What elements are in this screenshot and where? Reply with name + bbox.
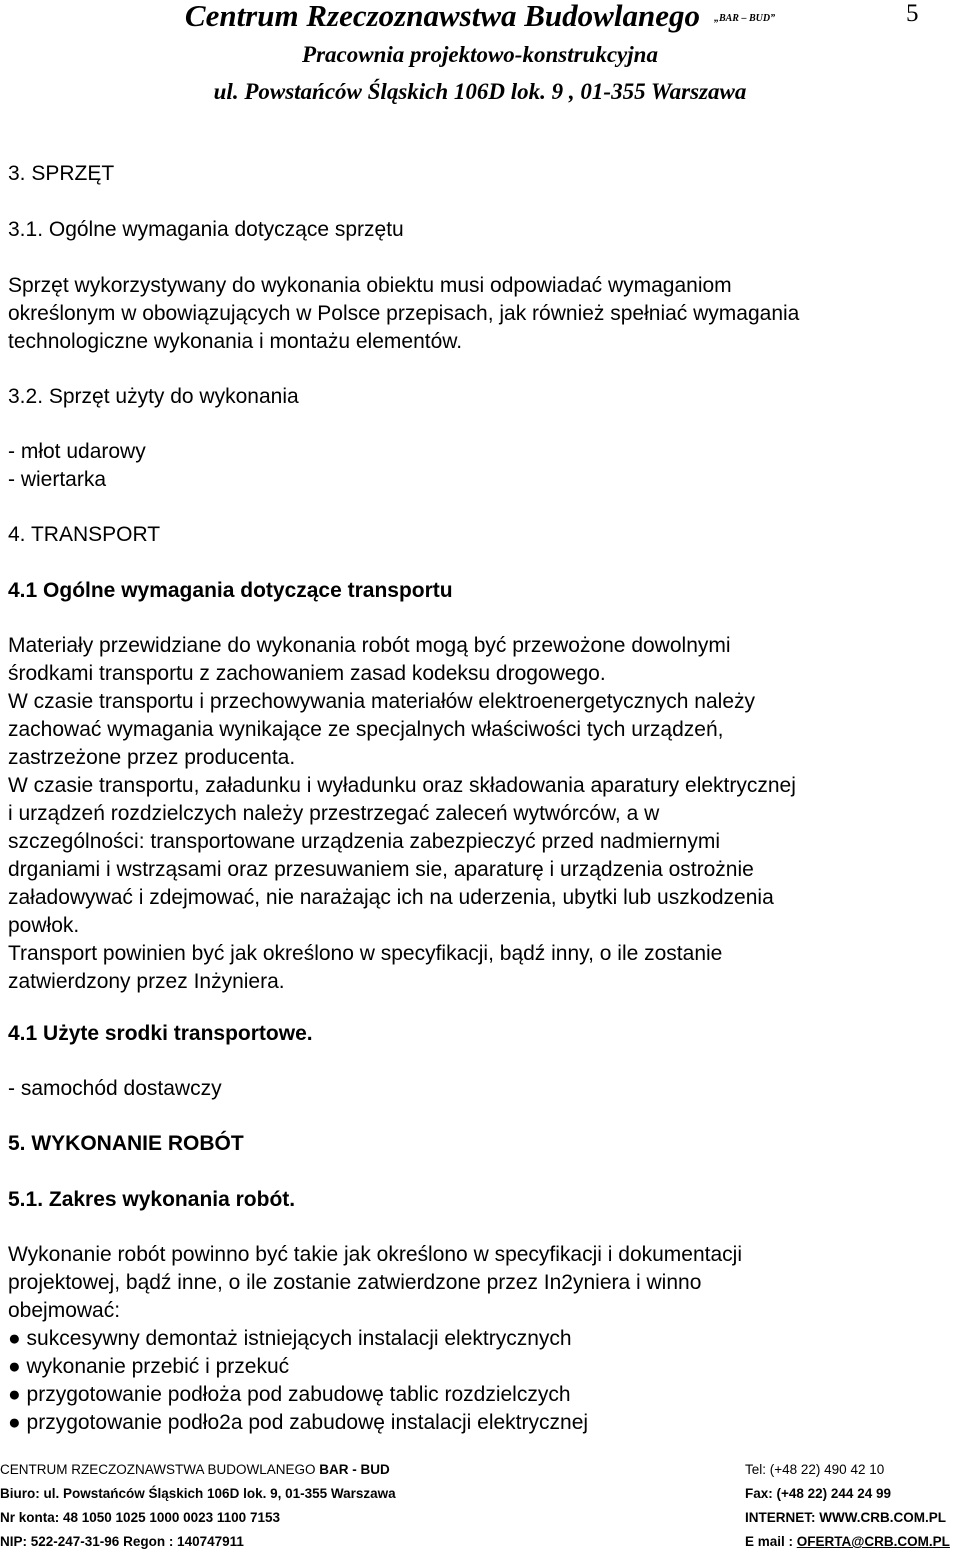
footer-website[interactable]: INTERNET: WWW.CRB.COM.PL <box>745 1510 946 1525</box>
footer-email-label: E mail : <box>745 1534 797 1549</box>
paragraph-line: W czasie transportu i przechowywania materiałów elektroenergetycznych należy <box>8 690 755 713</box>
footer-email-link[interactable]: OFERTA@CRB.COM.PL <box>796 1534 950 1549</box>
footer-bank-account: Nr konta: 48 1050 1025 1000 0023 1100 7153 <box>0 1510 280 1525</box>
company-address: ul. Powstańców Śląskich 106D lok. 9 , 01-355 Warszawa <box>213 79 747 104</box>
paragraph-line: szczególności: transportowane urządzenia zabezpieczyć przed nadmiernymi <box>8 830 721 853</box>
section-3-2-heading: 3.2. Sprzęt użyty do wykonania <box>8 385 299 408</box>
equipment-list <box>8 438 952 494</box>
section-4-1-heading: 4.1 Ogólne wymagania dotyczące transportu <box>8 579 453 602</box>
paragraph-line: technologiczne wykonania i montażu elementów. <box>8 330 463 353</box>
footer-company <box>0 1462 390 1477</box>
bullet-item: ● przygotowanie podłoża pod zabudowę tablic rozdzielczych <box>8 1383 571 1406</box>
paragraph-line: Materiały przewidziane do wykonania robót mogą być przewożone dowolnymi <box>8 634 731 657</box>
company-logo: „BAR – BUD” <box>713 13 776 24</box>
section-4-heading: 4. TRANSPORT <box>8 523 161 546</box>
list-item: - wiertarka <box>8 468 107 491</box>
paragraph-line: Wykonanie robót powinno być takie jak określono w specyfikacji i dokumentacji <box>8 1243 743 1266</box>
section-4-1-transport-heading: 4.1 Użyte srodki transportowe. <box>8 1022 313 1045</box>
section-4-1-paragraph <box>8 632 952 996</box>
paragraph-line: powłok. <box>8 914 80 937</box>
bullet-item: ● wykonanie przebić i przekuć <box>8 1355 290 1378</box>
paragraph-line: drganiami i wstrząsami oraz przesuwaniem sie, aparaturę i urządzenia ostrożnie <box>8 858 754 881</box>
list-item: - młot udarowy <box>8 440 146 463</box>
company-name <box>0 0 960 34</box>
paragraph-line: środkami transportu z zachowaniem zasad kodeksu drogowego. <box>8 662 606 685</box>
section-3-heading: 3. SPRZĘT <box>8 162 115 185</box>
section-5-1-heading: 5.1. Zakres wykonania robót. <box>8 1188 296 1211</box>
paragraph-line: Transport powinien być jak określono w specyfikacji, bądź inny, o ile zostanie <box>8 942 723 965</box>
paragraph-line: załadowywać i zdejmować, nie narażając ich na uderzenia, ubytki lub uszkodzenia <box>8 886 774 909</box>
bullet-item: ● sukcesywny demontaż istniejących instalacji elektrycznych <box>8 1327 572 1350</box>
paragraph-line: obejmować: <box>8 1299 121 1322</box>
footer-office-address: Biuro: ul. Powstańców Śląskich 106D lok. 9, 01-355 Warszawa <box>0 1486 396 1501</box>
page-number: 5 <box>906 0 919 27</box>
footer-tax-ids: NIP: 522-247-31-96 Regon : 140747911 <box>0 1534 244 1549</box>
paragraph-line: Sprzęt wykorzystywany do wykonania obiektu musi odpowiadać wymaganiom <box>8 274 732 297</box>
paragraph-line: zatwierdzony przez Inżyniera. <box>8 970 285 993</box>
paragraph-line: określonym w obowiązujących w Polsce przepisach, jak również spełniać wymagania <box>8 302 800 325</box>
paragraph-line: projektowej, bądź inne, o ile zostanie zatwierdzone przez In2yniera i winno <box>8 1271 702 1294</box>
transport-list <box>8 1075 952 1103</box>
section-3-1-paragraph <box>8 272 952 356</box>
paragraph-line: W czasie transportu, załadunku i wyładunku oraz składowania aparatury elektrycznej <box>8 774 796 797</box>
section-5-1-paragraph <box>8 1241 952 1437</box>
footer-brand: BAR - BUD <box>319 1462 390 1477</box>
paragraph-line: zastrzeżone przez producenta. <box>8 746 296 769</box>
footer-company-name: CENTRUM RZECZOZNAWSTWA BUDOWLANEGO <box>0 1462 320 1477</box>
list-item: - samochód dostawczy <box>8 1077 222 1100</box>
paragraph-line: zachować wymagania wynikające ze specjalnych właściwości tych urządzeń, <box>8 718 724 741</box>
footer-phone: Tel: (+48 22) 490 42 10 <box>745 1462 885 1477</box>
paragraph-line: i urządzeń rozdzielczych należy przestrzegać zaleceń wytwórców, a w <box>8 802 660 825</box>
bullet-item: ● przygotowanie podło2a pod zabudowę instalacji elektrycznej <box>8 1411 589 1434</box>
section-3-1-heading: 3.1. Ogólne wymagania dotyczące sprzętu <box>8 218 404 241</box>
company-subtitle: Pracownia projektowo-konstrukcyjna <box>302 42 658 67</box>
footer-email <box>745 1534 950 1549</box>
company-name-text: Centrum Rzeczoznawstwa Budowlanego <box>184 0 700 33</box>
footer-fax: Fax: (+48 22) 244 24 99 <box>745 1486 891 1501</box>
section-5-heading: 5. WYKONANIE ROBÓT <box>8 1132 244 1155</box>
